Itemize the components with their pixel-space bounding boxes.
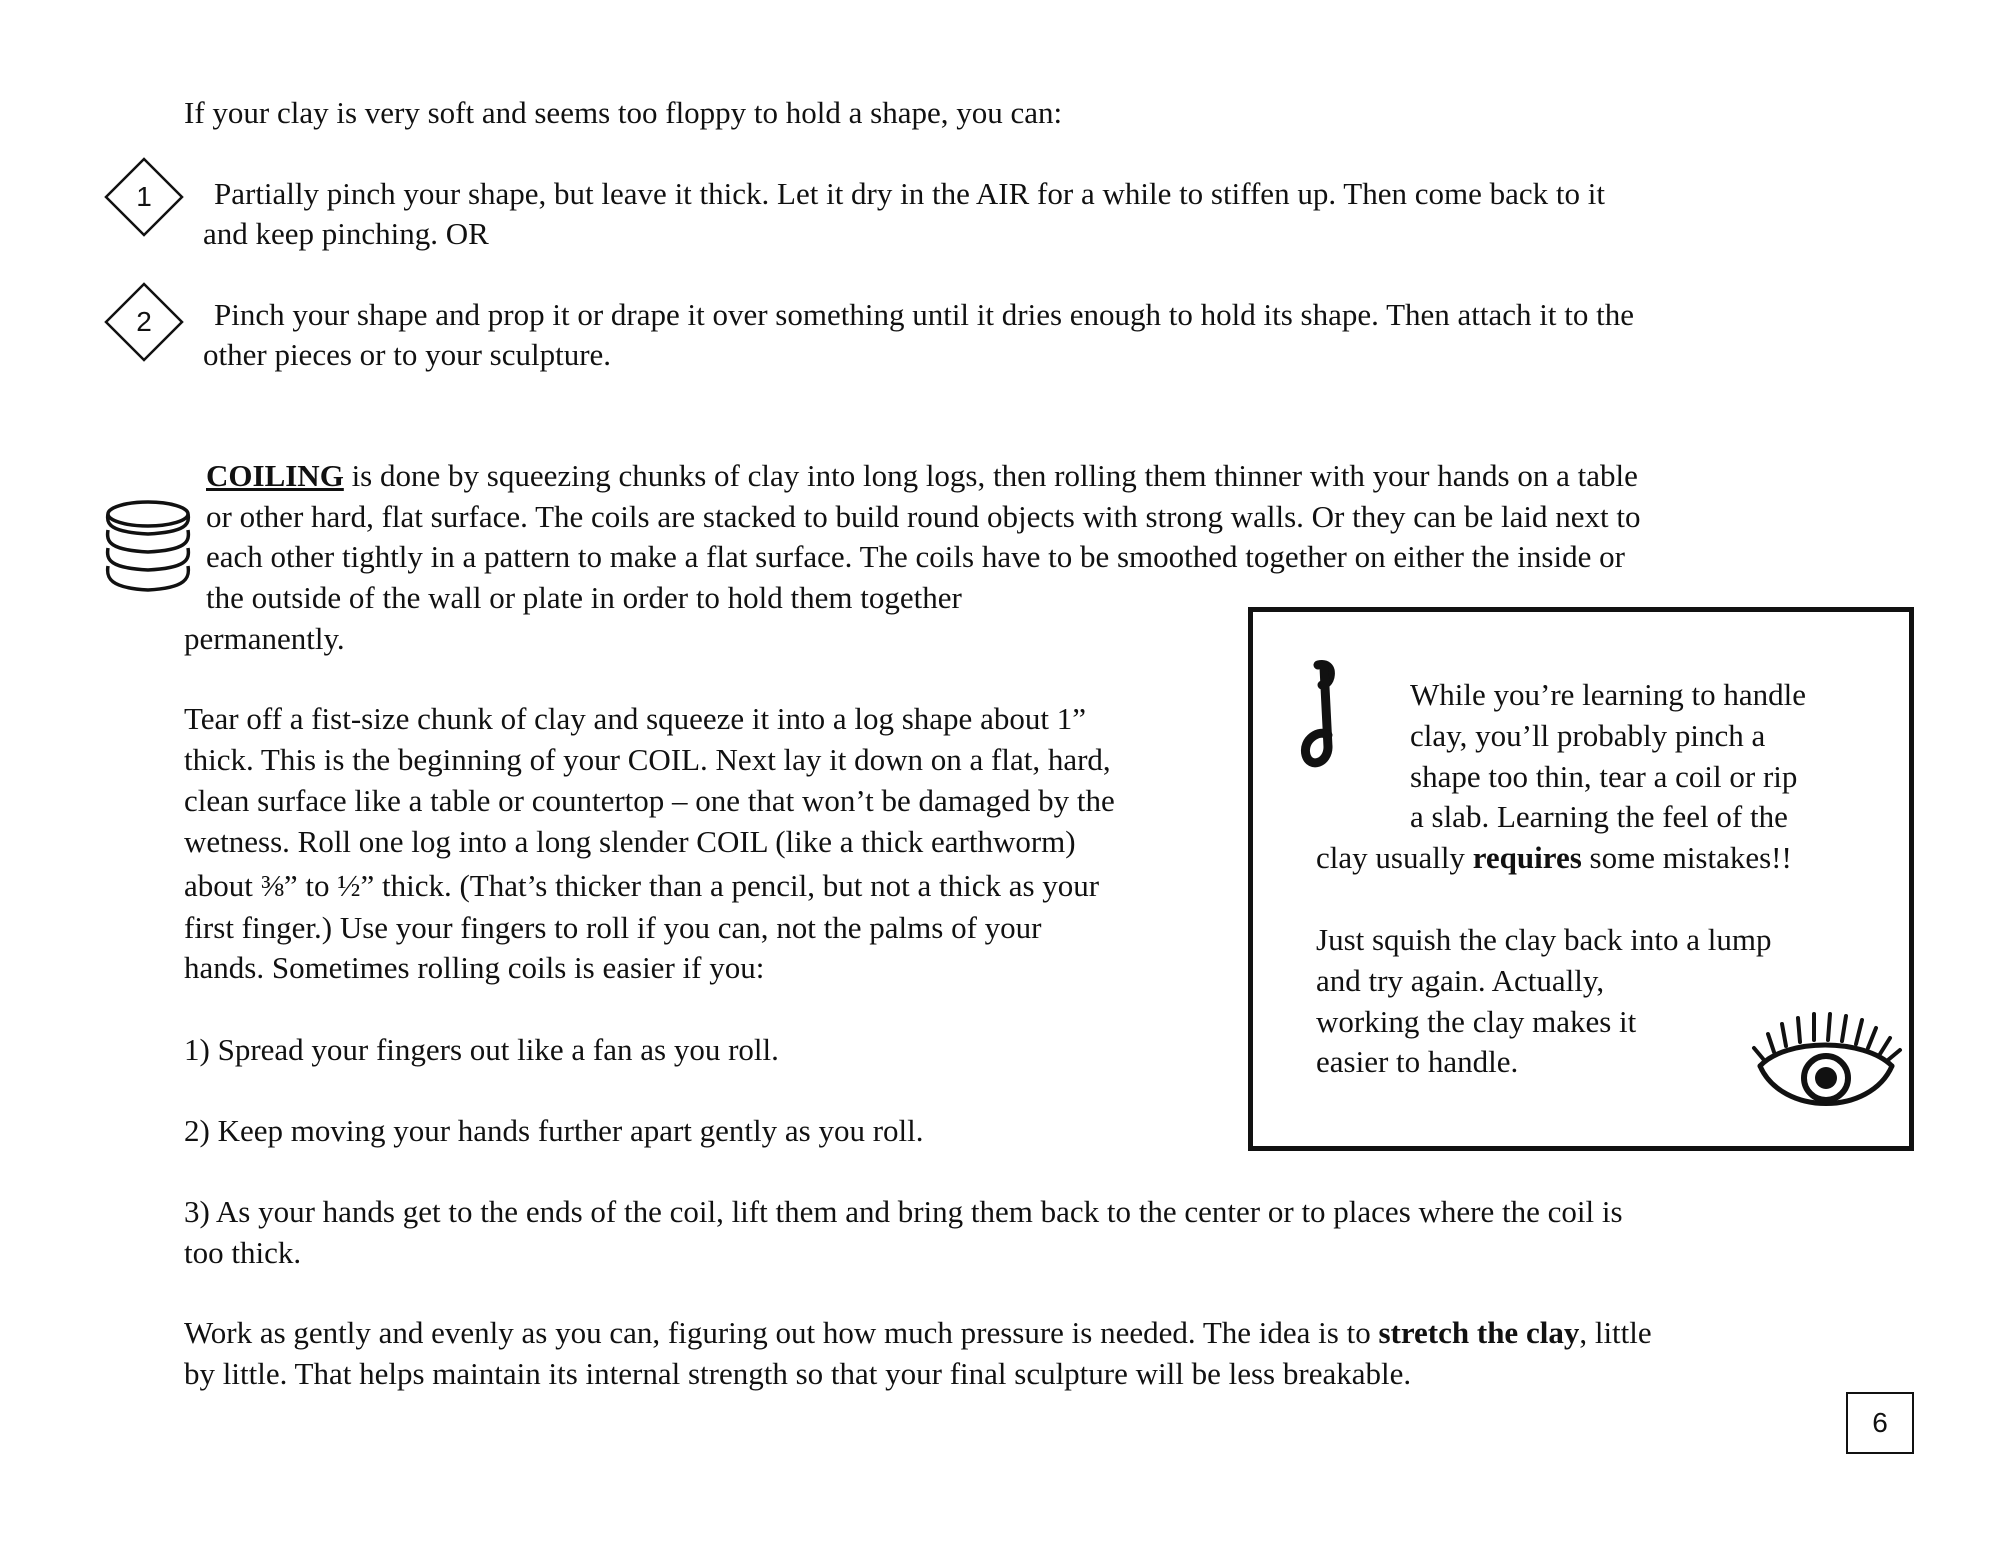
coiling-line-5: permanently. <box>184 621 345 656</box>
closing-line-1 <box>184 1313 1652 1354</box>
tip-line-3: shape too thin, tear a coil or rip <box>1410 759 1798 794</box>
option-1-number: 1 <box>136 181 152 212</box>
instructions-line-2: thick. This is the beginning of your COIL. Next lay it down on a flat, hard, <box>184 742 1111 777</box>
closing-line-2: by little. That helps maintain its internal strength so that your final sculpture will be less breakable. <box>184 1356 1412 1391</box>
closing-line-1-pre: Work as gently and evenly as you can, figuring out how much pressure is needed. The idea is to <box>184 1315 1379 1350</box>
tip-line-2: clay, you’ll probably pinch a <box>1410 718 1766 753</box>
option-2-line-2: other pieces or to your sculpture. <box>203 337 612 372</box>
number-2-diamond-icon <box>104 282 184 362</box>
coiling-line-1 <box>206 456 1638 497</box>
instructions-line-3: clean surface like a table or countertop – one that won’t be damaged by the <box>184 783 1115 818</box>
tip-para2-line-4: easier to handle. <box>1316 1044 1519 1079</box>
option-2-number: 2 <box>136 306 152 337</box>
instructions-line-7: hands. Sometimes rolling coils is easier if you: <box>184 950 765 985</box>
tip-line-5-post: some mistakes!! <box>1581 840 1792 875</box>
option-1-line-1: Partially pinch your shape, but leave it thick. Let it dry in the AIR for a while to stiffen up. Then come back to it <box>214 176 1605 211</box>
instructions-line-6: first finger.) Use your fingers to roll if you can, not the palms of your <box>184 910 1042 945</box>
instructions-line-4: wetness. Roll one log into a long slender COIL (like a thick earthworm) <box>184 824 1076 859</box>
coiling-line-2: or other hard, flat surface. The coils are stacked to build round objects with strong walls. Or they can be laid next to <box>206 499 1641 534</box>
coiling-line-4: the outside of the wall or plate in order to hold them together <box>206 580 962 615</box>
music-note-icon <box>1298 655 1350 775</box>
page-number: 6 <box>1846 1392 1914 1454</box>
option-2-line-1: Pinch your shape and prop it or drape it over something until it dries enough to hold its shape. Then attach it to the <box>214 297 1634 332</box>
coiling-line-3: each other tightly in a pattern to make a flat surface. The coils have to be smoothed together on either the inside or <box>206 539 1625 574</box>
tip-line-5-pre: clay usually <box>1316 840 1473 875</box>
instructions-line-1: Tear off a fist-size chunk of clay and squeeze it into a log shape about 1” <box>184 701 1086 736</box>
step-1: 1) Spread your fingers out like a fan as you roll. <box>184 1032 779 1067</box>
step-2: 2) Keep moving your hands further apart gently as you roll. <box>184 1113 924 1148</box>
tip-emphasis: requires <box>1472 840 1582 875</box>
tip-para2-line-1: Just squish the clay back into a lump <box>1316 922 1772 957</box>
tip-para2-line-2: and try again. Actually, <box>1316 963 1605 998</box>
number-1-diamond-icon <box>104 157 184 237</box>
tip-line-4: a slab. Learning the feel of the <box>1410 799 1788 834</box>
intro-text: If your clay is very soft and seems too floppy to hold a shape, you can: <box>184 95 1063 130</box>
eye-icon <box>1746 1004 1904 1124</box>
tip-line-1: While you’re learning to handle <box>1410 677 1806 712</box>
tip-para2-line-3: working the clay makes it <box>1316 1004 1637 1039</box>
instructions-line-5: about ⅜” to ½” thick. (That’s thicker than a pencil, but not a thick as your <box>184 868 1100 903</box>
closing-line-1-post: , little <box>1579 1315 1652 1350</box>
step-3-line-2: too thick. <box>184 1235 302 1270</box>
tip-line-5 <box>1316 838 1792 879</box>
closing-emphasis: stretch the clay <box>1378 1315 1580 1350</box>
option-1-line-2: and keep pinching. OR <box>203 216 489 251</box>
step-3-line-1: 3) As your hands get to the ends of the coil, lift them and bring them back to the center or to places where the coil is <box>184 1194 1623 1229</box>
coiling-line-1-rest: is done by squeezing chunks of clay into long logs, then rolling them thinner with your hands on a table <box>343 458 1638 493</box>
coiling-term: COILING <box>206 458 344 493</box>
coil-stack-icon <box>100 496 196 602</box>
